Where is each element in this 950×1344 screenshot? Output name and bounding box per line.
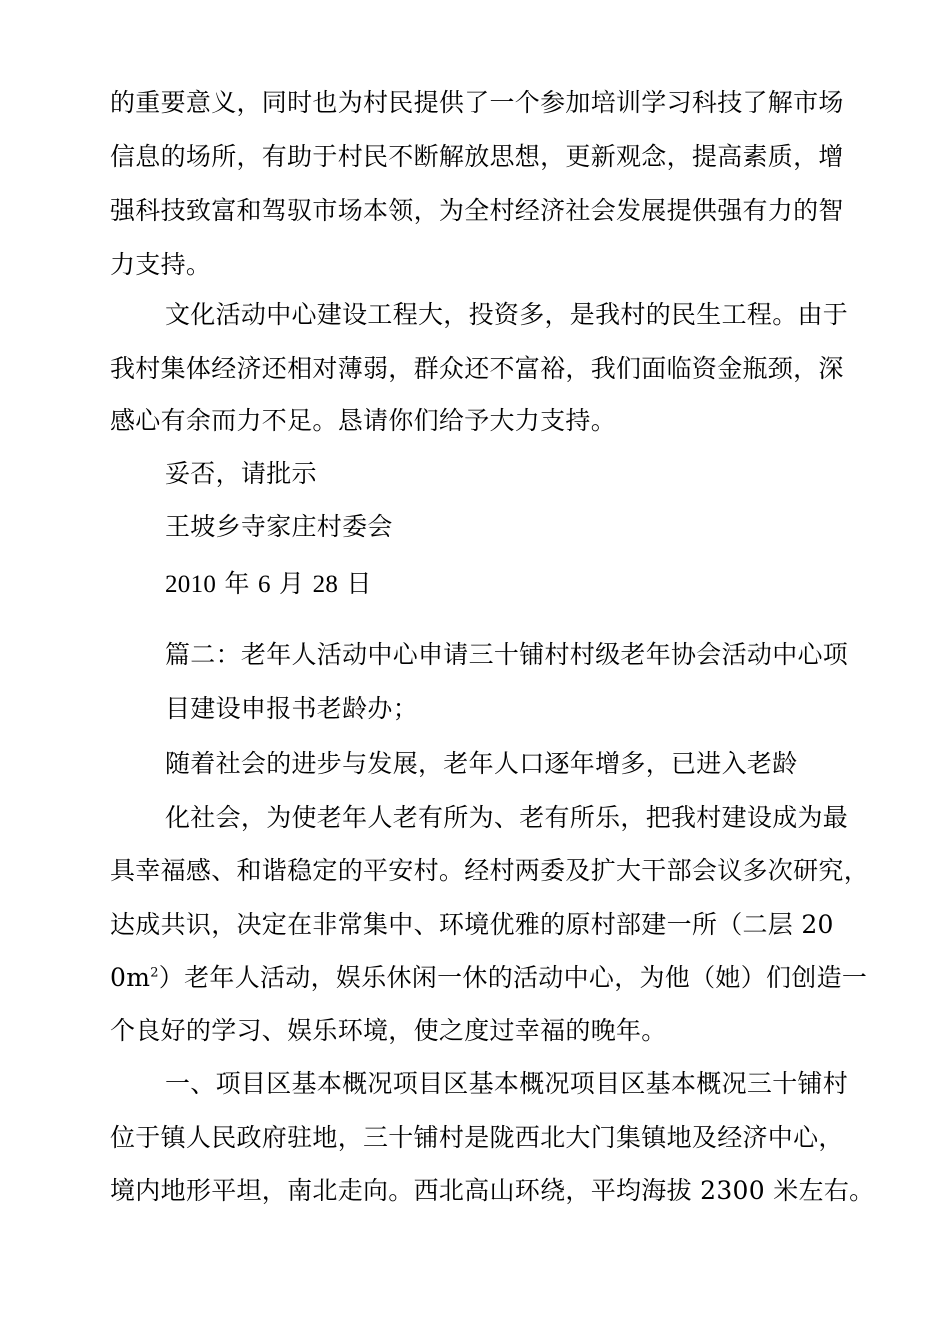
- paragraph-line: 一、项目区基本概况项目区基本概况项目区基本概况三十铺村: [165, 1069, 849, 1098]
- paragraph-line: 个良好的学习、娱乐环境，使之度过幸福的晚年。: [110, 1016, 667, 1045]
- paragraph-line: 位于镇人民政府驻地，三十铺村是陇西北大门集镇地及经济中心，: [110, 1123, 844, 1152]
- area-superscript: 2: [150, 965, 159, 981]
- date-year: 2010: [165, 571, 217, 598]
- date-text: [165, 569, 372, 600]
- date-day: 28: [312, 571, 339, 598]
- section-heading: 目建设申报书老龄办；: [165, 694, 419, 723]
- paragraph-line: 达成共识，决定在非常集中、环境优雅的原村部建一所（二层 20: [110, 910, 834, 939]
- date-month-unit: 月: [270, 569, 313, 598]
- paragraph-line: 随着社会的进步与发展，老年人口逐年增多，已进入老龄: [165, 749, 798, 778]
- paragraph-line: 的重要意义，同时也为村民提供了一个参加培训学习科技了解市场: [110, 88, 844, 117]
- date-year-unit: 年: [216, 569, 258, 598]
- paragraph-line: 强科技致富和驾驭市场本领，为全村经济社会发展提供强有力的智: [110, 196, 844, 225]
- paragraph-line: 信息的场所，有助于村民不断解放思想，更新观念，提高素质，增: [110, 142, 844, 171]
- paragraph-text: ）老年人活动，娱乐休闲一休的活动中心，为他（她）们创造一: [158, 963, 868, 992]
- area-value: 0m: [110, 963, 151, 992]
- paragraph-line: 境内地形平坦，南北走向。西北高山环绕，平均海拔 2300 米左右。: [110, 1176, 875, 1205]
- paragraph-line: [110, 963, 867, 993]
- closing-text: 妥否，请批示: [165, 459, 317, 488]
- paragraph-line: 我村集体经济还相对薄弱，群众还不富裕，我们面临资金瓶颈，深: [110, 354, 844, 383]
- paragraph-line: 感心有余而力不足。恳请你们给予大力支持。: [110, 406, 617, 435]
- paragraph-line: 力支持。: [110, 250, 212, 279]
- paragraph-line: 文化活动中心建设工程大，投资多，是我村的民生工程。由于: [165, 300, 849, 329]
- date-day-unit: 日: [338, 569, 372, 598]
- section-heading: 篇二：老年人活动中心申请三十铺村村级老年协会活动中心项: [165, 640, 849, 669]
- date-month: 6: [258, 571, 271, 598]
- paragraph-line: 具幸福感、和谐稳定的平安村。经村两委及扩大干部会议多次研究，: [110, 856, 870, 885]
- signature-text: 王坡乡寺家庄村委会: [165, 512, 393, 541]
- paragraph-line: 化社会，为使老年人老有所为、老有所乐，把我村建设成为最: [165, 803, 849, 832]
